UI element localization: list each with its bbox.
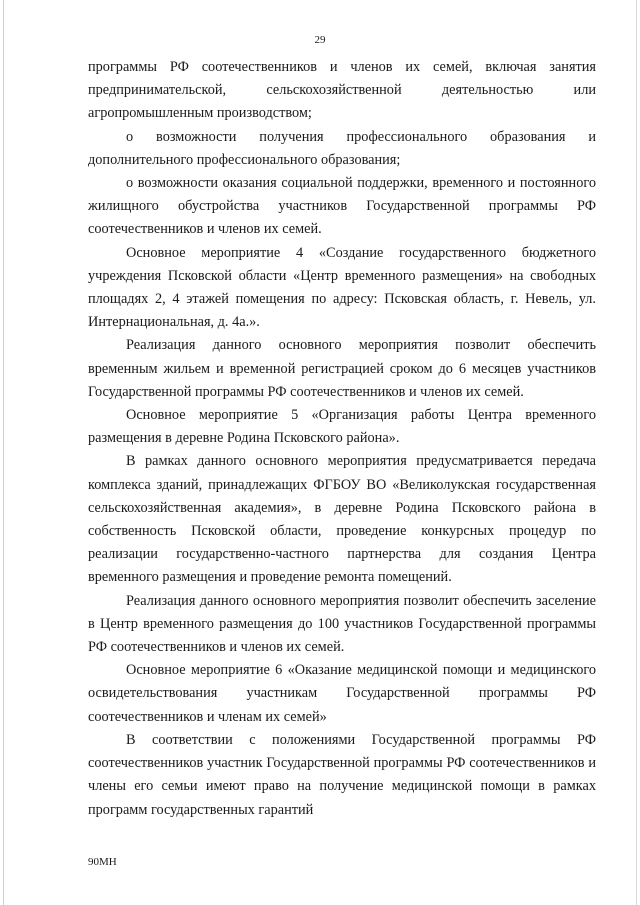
paragraph: Реализация данного основного мероприятия позволит обеспечить временным жильем и временной регистрацией сроком до 6 месяцев участников Государственной программы РФ соотечественников и членов их семей. xyxy=(88,337,596,400)
paragraph: программы РФ соотечественников и членов их семей, включая занятия предпринимательской, сельскохозяйственной деятельностью или агропромышленным производством; xyxy=(88,59,596,122)
paragraph: В соответствии с положениями Государственной программы РФ соотечественников участник Государственной программы РФ соотечественников и члены его семьи имеют право на получение медицинской помощи в рамках программ государственных гарантий xyxy=(88,731,596,818)
page-number: 29 xyxy=(314,34,326,46)
paragraph: о возможности оказания социальной поддержки, временного и постоянного жилищного обустройства участников Государственной программы РФ соотечественников и членов их семей. xyxy=(88,175,596,238)
footer-document-code: 90МН xyxy=(88,856,117,868)
paragraph: Реализация данного основного мероприятия позволит обеспечить заселение в Центр временного размещения до 100 участников Государственной программы РФ соотечественников и членов их семей. xyxy=(88,592,596,656)
scan-edge-left xyxy=(3,0,4,905)
paragraph: В рамках данного основного мероприятия предусматривается передача комплекса зданий, принадлежащих ФГБОУ ВО «Великолукская государственная сельскохозяйственная академия», в деревне Родина Псковского района в собственность Псковской области, проведение конкурсных процедур по реализации государственно-частного партнерства для создания Центра временного размещения и проведение ремонта помещений. xyxy=(88,453,596,586)
scan-edge-right xyxy=(636,0,637,905)
body-text xyxy=(88,56,596,822)
paragraph: Основное мероприятие 6 «Оказание медицинской помощи и медицинского освидетельствования участникам Государственной программы РФ соотечественников и членам их семей» xyxy=(88,662,596,725)
paragraph: Основное мероприятие 4 «Создание государственного бюджетного учреждения Псковской области «Центр временного размещения» на свободных площадях 2, 4 этажей помещения по адресу: Псковская область, г. Невель, ул. Интернациональная, д. 4а.». xyxy=(88,244,596,331)
paragraph: Основное мероприятие 5 «Организация работы Центра временного размещения в деревне Родина Псковского района». xyxy=(88,407,596,447)
paragraph: о возможности получения профессионального образования и дополнительного профессионального образования; xyxy=(88,128,596,168)
